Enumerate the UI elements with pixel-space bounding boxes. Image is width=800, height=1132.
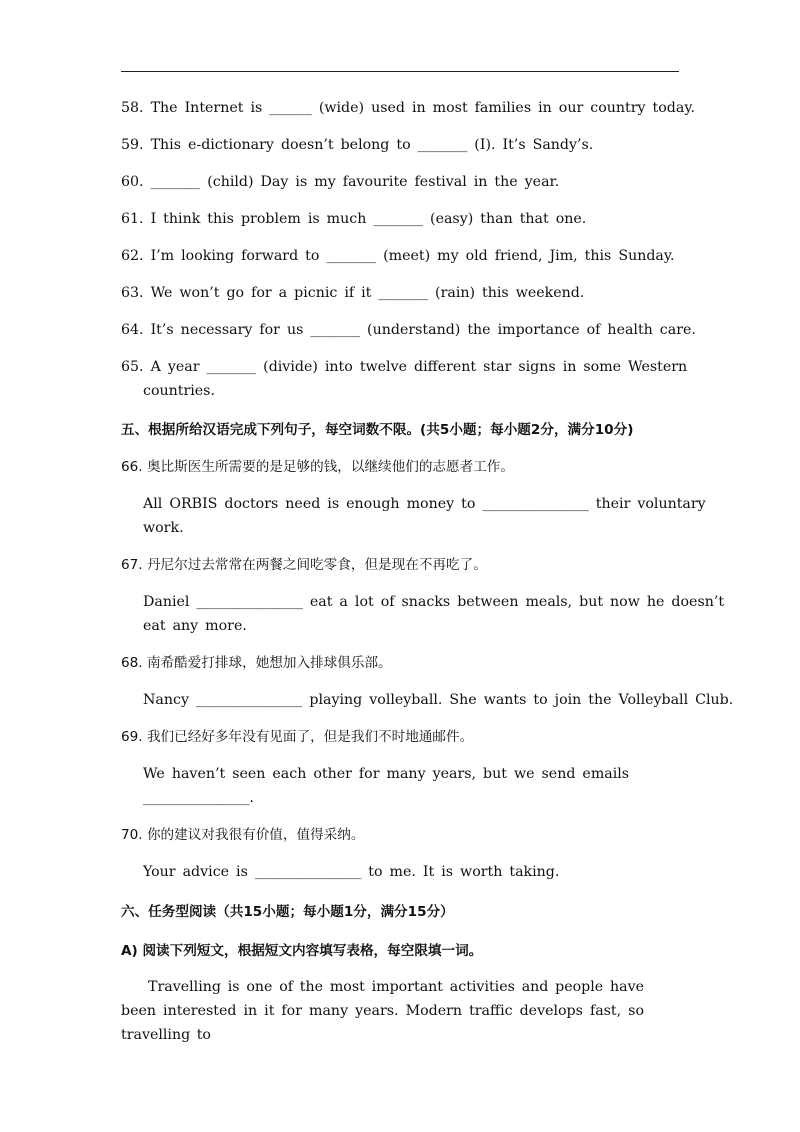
question-64: 64. It’s necessary for us _______ (understand) the importance of health care. (121, 322, 696, 338)
question-67-english: Daniel _______________ eat a lot of snacks between meals, but now he doesn’t (143, 594, 725, 610)
section-5-heading: 五、根据所给汉语完成下列句子，每空词数不限。(共5小题；每小题2分，满分10分) (121, 422, 634, 438)
question-65: 65. A year _______ (divide) into twelve different star signs in some Western (121, 359, 688, 375)
question-63: 63. We won’t go for a picnic if it _______ (rain) this weekend. (121, 285, 585, 301)
reading-passage: Travelling is one of the most important activities and people have been interested in it for many years. Modern traffic develops fast, so travelling to (121, 979, 644, 1043)
question-59: 59. This e-dictionary doesn’t belong to _______ (I). It’s Sandy’s. (121, 137, 594, 153)
question-70-chinese: 70. 你的建议对我很有价值，值得采纳。 (121, 827, 365, 843)
question-58: 58. The Internet is ______ (wide) used in most families in our country today. (121, 100, 695, 116)
question-66-chinese: 66. 奥比斯医生所需要的是足够的钱，以继续他们的志愿者工作。 (121, 459, 514, 475)
question-62: 62. I’m looking forward to _______ (meet) my old friend, Jim, this Sunday. (121, 248, 675, 264)
question-69-chinese: 69. 我们已经好多年没有见面了，但是我们不时地通邮件。 (121, 729, 474, 745)
question-69-english: We haven’t seen each other for many years, but we send emails (143, 766, 630, 782)
question-68-english: Nancy _______________ playing volleyball. She wants to join the Volleyball Club. (143, 692, 734, 708)
question-66-english-continued: work. (143, 520, 184, 536)
question-69-english-continued: _______________. (143, 790, 254, 806)
question-60: 60. _______ (child) Day is my favourite festival in the year. (121, 174, 560, 190)
question-65-continued: countries. (143, 383, 215, 399)
section-6-part-a-heading: A) 阅读下列短文，根据短文内容填写表格，每空限填一词。 (121, 943, 483, 959)
question-67-english-continued: eat any more. (143, 618, 247, 634)
header-rule (121, 71, 679, 72)
question-70-english: Your advice is _______________ to me. It is worth taking. (143, 864, 560, 880)
section-6-heading: 六、任务型阅读（共15小题；每小题1分，满分15分） (121, 904, 454, 920)
question-67-chinese: 67. 丹尼尔过去常常在两餐之间吃零食，但是现在不再吃了。 (121, 557, 487, 573)
question-66-english: All ORBIS doctors need is enough money to _______________ their voluntary (143, 496, 706, 512)
question-61: 61. I think this problem is much _______ (easy) than that one. (121, 211, 587, 227)
question-68-chinese: 68. 南希酷爱打排球，她想加入排球俱乐部。 (121, 655, 392, 671)
